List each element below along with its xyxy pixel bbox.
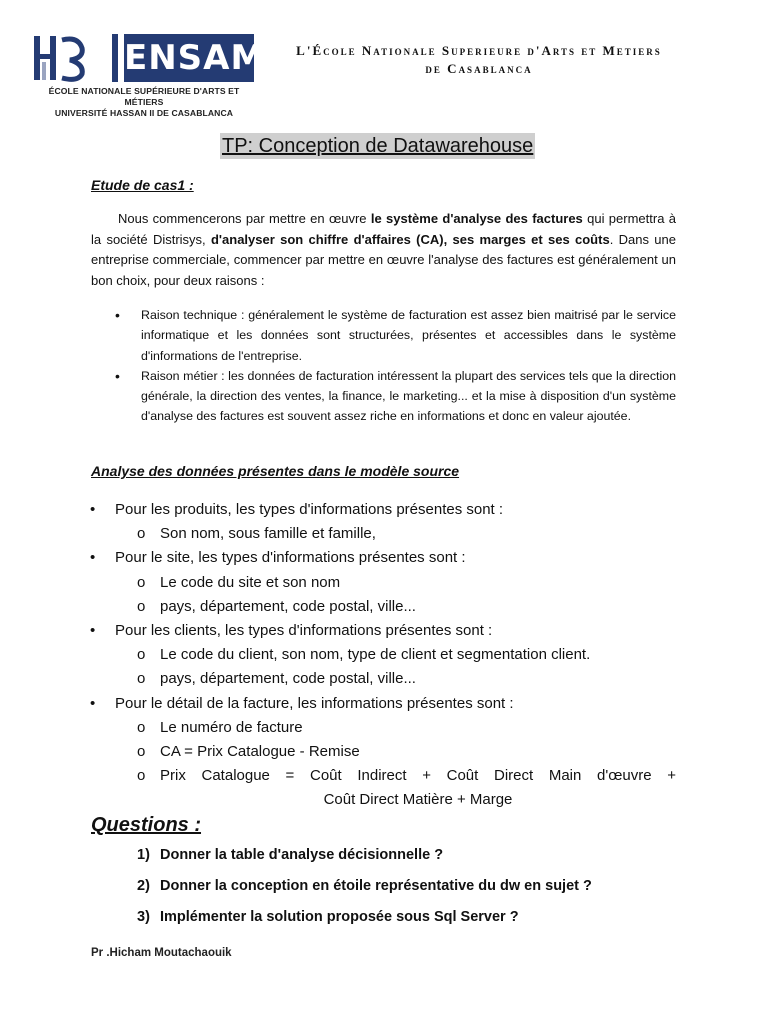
question-number: 2) — [137, 878, 150, 894]
question-number: 1) — [137, 847, 150, 863]
analysis-invoice-item-2: o CA = Prix Catalogue - Remise — [137, 743, 360, 761]
analysis-list — [90, 498, 676, 813]
case-text-1: Nous commencerons par mettre en œuvre — [118, 211, 371, 226]
questions-list — [137, 843, 677, 936]
case-text-3: . Dans une entreprise commerciale, commencer par mettre en œuvre l'analyse des factures est généralement un bon choix, pour deux raisons : — [91, 231, 676, 288]
analysis-products-label: • Pour les produits, les types d'informations présentes sont : — [90, 498, 676, 522]
case-paragraph — [91, 209, 676, 291]
logo-divider — [112, 34, 118, 82]
reason-business: • Raison métier : les données de facturation intéressent la plupart des services tels que la direction générale, la direction des ventes, la finance, le marketing... et la mise à disposition d'un système d'analyse des factures est souvent assez riche en informations et donc en valeur ajoutée. — [115, 366, 676, 427]
list-item-text: pays, département, code postal, ville... — [160, 670, 416, 688]
analysis-invoice-item-3: o Prix Catalogue = Coût Indirect + Coût Direct Main d'œuvre + — [137, 767, 676, 785]
analysis-clients-item-2: o pays, département, code postal, ville... — [137, 670, 416, 688]
logo-subtitle — [30, 86, 258, 119]
analysis-products-item-1: o Son nom, sous famille et famille, — [137, 525, 376, 543]
list-item-text: Le numéro de facture — [160, 718, 303, 736]
case-bold-2: d'analyser son chiffre d'affaires (CA), ses marges et ses coûts — [210, 231, 610, 247]
analysis-invoice-item-1: o Le numéro de facture — [137, 718, 303, 736]
ensam-logo — [26, 28, 266, 118]
analysis-clients-item-1: o Le code du client, son nom, type de client et segmentation client. — [137, 646, 591, 664]
analysis-invoice-item-3-continuation: Coût Direct Matière + Marge — [323, 791, 513, 809]
analysis-heading: Analyse des données présentes dans le modèle source — [91, 463, 460, 479]
school-name-line2: de Casablanca — [425, 61, 533, 76]
list-item-text: pays, département, code postal, ville... — [160, 597, 416, 615]
question-text: Donner la table d'analyse décisionnelle ? — [160, 847, 444, 863]
analysis-clients-label: • Pour les clients, les types d'informations présentes sont : — [90, 619, 676, 643]
question-number: 3) — [137, 909, 150, 925]
question-2 — [137, 874, 677, 905]
author-footer: Pr .Hicham Moutachaouik — [91, 947, 232, 959]
list-item-text: CA = Prix Catalogue - Remise — [160, 743, 360, 761]
list-item-text: Le code du client, son nom, type de client et segmentation client. — [160, 646, 591, 664]
logo-subtitle-line2: UNIVERSITÉ HASSAN II DE CASABLANCA — [54, 108, 234, 118]
case-heading: Etude de cas1 : — [91, 177, 194, 193]
reason-technical: • Raison technique : généralement le système de facturation est assez bien maitrisé par le service informatique et les données sont structurées, présentes et accessibles dans le système d'informations de l'entreprise. — [115, 305, 676, 366]
case-bold-1: le système d'analyse des factures — [370, 211, 583, 226]
school-name — [274, 42, 684, 78]
reasons-list — [115, 305, 676, 427]
analysis-invoice-label: • Pour le détail de la facture, les informations présentes sont : — [90, 692, 676, 716]
analysis-site-label: • Pour le site, les types d'informations présentes sont : — [90, 546, 676, 570]
logo-subtitle-line1: ÉCOLE NATIONALE SUPÉRIEURE D'ARTS ET MÉTIERS — [48, 86, 240, 107]
question-3 — [137, 905, 677, 936]
questions-heading: Questions : — [91, 814, 202, 836]
logo-ensam-text: ENSAM — [124, 34, 254, 82]
school-name-line1: L'École Nationale Superieure d'Arts et Metiers — [296, 43, 662, 58]
page-title: TP: Conception de Datawarehouse — [222, 135, 534, 157]
list-item-text: Son nom, sous famille et famille, — [160, 525, 376, 543]
list-item-text: Le code du site et son nom — [160, 573, 341, 591]
case-text-2: qui permettra à la société Distrisys, — [91, 211, 676, 247]
ensam-emblem-icon — [34, 34, 86, 82]
analysis-site-item-2: o pays, département, code postal, ville... — [137, 597, 416, 615]
question-1 — [137, 843, 677, 874]
question-text: Donner la conception en étoile représentative du dw en sujet ? — [160, 878, 592, 894]
question-text: Implémenter la solution proposée sous Sql Server ? — [160, 909, 519, 925]
list-item-text: Prix Catalogue = Coût Indirect + Coût Direct Main d'œuvre + — [160, 767, 676, 785]
analysis-site-item-1: o Le code du site et son nom — [137, 573, 341, 591]
